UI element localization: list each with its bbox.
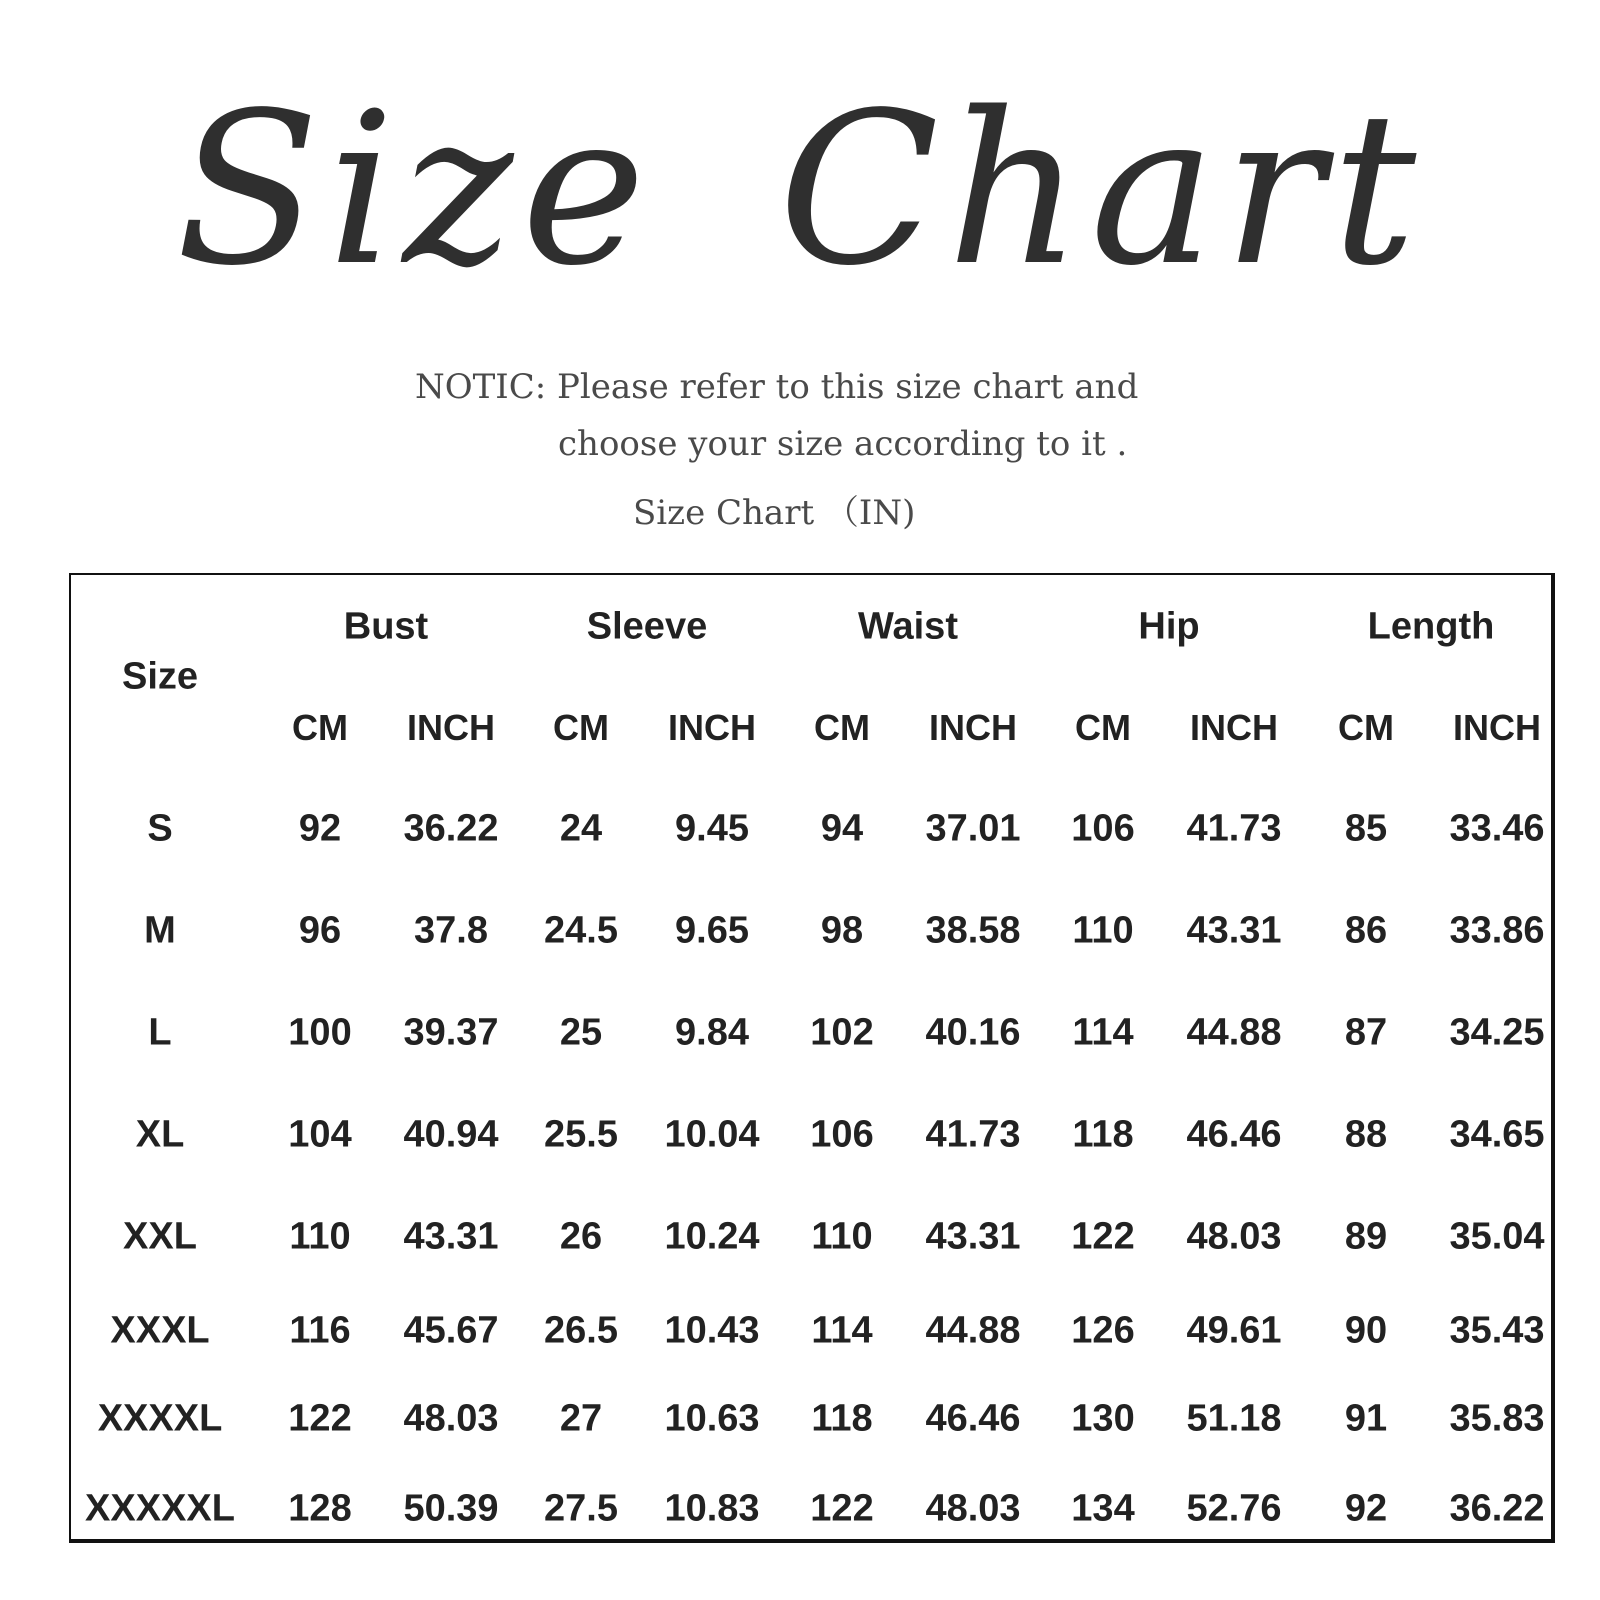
column-group-header: Length	[1367, 605, 1495, 648]
table-cell: 48.03	[925, 1487, 1021, 1530]
table-cell: 33.46	[1449, 807, 1545, 850]
table-cell: 43.31	[403, 1215, 499, 1258]
table-cell: 9.45	[675, 807, 749, 850]
page-title: Size Chart	[175, 67, 1425, 312]
table-cell: 122	[1071, 1215, 1135, 1258]
unit-header-inch: INCH	[668, 707, 756, 748]
row-size-label: XXXXXL	[85, 1487, 235, 1530]
table-cell: 37.01	[925, 807, 1021, 850]
column-group-header: Bust	[343, 605, 429, 648]
table-cell: 10.83	[664, 1487, 760, 1530]
table-cell: 36.22	[1449, 1487, 1545, 1530]
table-cell: 34.25	[1449, 1011, 1545, 1054]
table-cell: 27	[559, 1397, 603, 1440]
row-size-label: L	[148, 1011, 172, 1054]
table-cell: 89	[1344, 1215, 1388, 1258]
table-cell: 118	[1072, 1113, 1134, 1156]
unit-header-cm: CM	[814, 707, 870, 748]
table-cell: 10.04	[664, 1113, 760, 1156]
table-cell: 102	[810, 1011, 874, 1054]
table-cell: 87	[1344, 1011, 1388, 1054]
table-cell: 9.84	[675, 1011, 749, 1054]
table-cell: 91	[1344, 1397, 1388, 1440]
table-cell: 36.22	[403, 807, 499, 850]
table-cell: 35.83	[1449, 1397, 1545, 1440]
notice-line-3: Size Chart （IN)	[633, 493, 916, 533]
table-cell: 52.76	[1186, 1487, 1282, 1530]
table-cell: 40.94	[403, 1113, 499, 1156]
table-cell: 130	[1071, 1397, 1135, 1440]
table-cell: 96	[298, 909, 342, 952]
table-cell: 104	[288, 1113, 352, 1156]
unit-header-cm: CM	[553, 707, 609, 748]
unit-header-cm: CM	[1075, 707, 1131, 748]
table-cell: 114	[1072, 1011, 1134, 1054]
table-cell: 128	[288, 1487, 352, 1530]
table-cell: 48.03	[403, 1397, 499, 1440]
unit-header-cm: CM	[1338, 707, 1394, 748]
table-cell: 122	[810, 1487, 874, 1530]
table-cell: 94	[820, 807, 864, 850]
table-cell: 51.18	[1186, 1397, 1282, 1440]
unit-header-inch: INCH	[1190, 707, 1278, 748]
table-cell: 35.04	[1449, 1215, 1545, 1258]
table-cell: 38.58	[925, 909, 1021, 952]
table-cell: 92	[1344, 1487, 1388, 1530]
table-cell: 37.8	[414, 909, 488, 952]
table-cell: 10.43	[664, 1309, 760, 1352]
row-size-label: XL	[135, 1113, 185, 1156]
table-cell: 44.88	[925, 1309, 1021, 1352]
unit-header-cm: CM	[292, 707, 348, 748]
table-cell: 24.5	[544, 909, 618, 952]
row-size-label: XXXXL	[97, 1397, 223, 1440]
table-cell: 45.67	[403, 1309, 499, 1352]
table-cell: 46.46	[1186, 1113, 1282, 1156]
table-cell: 35.43	[1449, 1309, 1545, 1352]
table-cell: 49.61	[1186, 1309, 1282, 1352]
table-cell: 43.31	[925, 1215, 1021, 1258]
column-group-header: Waist	[858, 605, 958, 648]
table-cell: 24	[559, 807, 603, 850]
table-cell: 134	[1071, 1487, 1135, 1530]
table-cell: 85	[1344, 807, 1388, 850]
table-cell: 41.73	[1186, 807, 1282, 850]
table-cell: 48.03	[1186, 1215, 1282, 1258]
table-cell: 110	[1072, 909, 1134, 952]
table-cell: 46.46	[925, 1397, 1021, 1440]
table-cell: 41.73	[925, 1113, 1021, 1156]
table-cell: 34.65	[1449, 1113, 1545, 1156]
unit-header-inch: INCH	[1453, 707, 1541, 748]
notice-line-2: choose your size according to it .	[558, 424, 1128, 464]
row-size-label: XXL	[123, 1215, 197, 1258]
table-cell: 43.31	[1186, 909, 1282, 952]
table-cell: 9.65	[675, 909, 749, 952]
unit-header-inch: INCH	[929, 707, 1017, 748]
table-cell: 126	[1071, 1309, 1135, 1352]
table-cell: 98	[820, 909, 864, 952]
table-cell: 122	[288, 1397, 352, 1440]
table-cell: 106	[1071, 807, 1135, 850]
table-cell: 92	[298, 807, 342, 850]
column-group-header: Sleeve	[586, 605, 708, 648]
table-cell: 10.24	[664, 1215, 760, 1258]
notice-line-1: NOTIC: Please refer to this size chart and	[415, 367, 1139, 407]
table-cell: 88	[1344, 1113, 1388, 1156]
table-cell: 33.86	[1449, 909, 1545, 952]
row-size-label: XXXL	[110, 1309, 210, 1352]
table-cell: 100	[288, 1011, 352, 1054]
table-cell: 116	[289, 1309, 351, 1352]
table-cell: 25	[559, 1011, 603, 1054]
size-column-header: Size	[121, 655, 199, 698]
unit-header-inch: INCH	[407, 707, 495, 748]
table-cell: 110	[289, 1215, 351, 1258]
table-cell: 106	[810, 1113, 874, 1156]
table-cell: 39.37	[403, 1011, 499, 1054]
table-cell: 110	[811, 1215, 873, 1258]
table-cell: 50.39	[403, 1487, 499, 1530]
table-cell: 26.5	[544, 1309, 618, 1352]
row-size-label: S	[147, 807, 173, 850]
table-cell: 10.63	[664, 1397, 760, 1440]
table-cell: 44.88	[1186, 1011, 1282, 1054]
table-cell: 25.5	[544, 1113, 618, 1156]
table-cell: 118	[811, 1397, 873, 1440]
table-cell: 86	[1344, 909, 1388, 952]
table-cell: 40.16	[925, 1011, 1021, 1054]
table-cell: 27.5	[544, 1487, 618, 1530]
table-cell: 90	[1344, 1309, 1388, 1352]
table-cell: 114	[811, 1309, 873, 1352]
row-size-label: M	[144, 909, 176, 952]
column-group-header: Hip	[1138, 605, 1200, 648]
table-cell: 26	[559, 1215, 603, 1258]
